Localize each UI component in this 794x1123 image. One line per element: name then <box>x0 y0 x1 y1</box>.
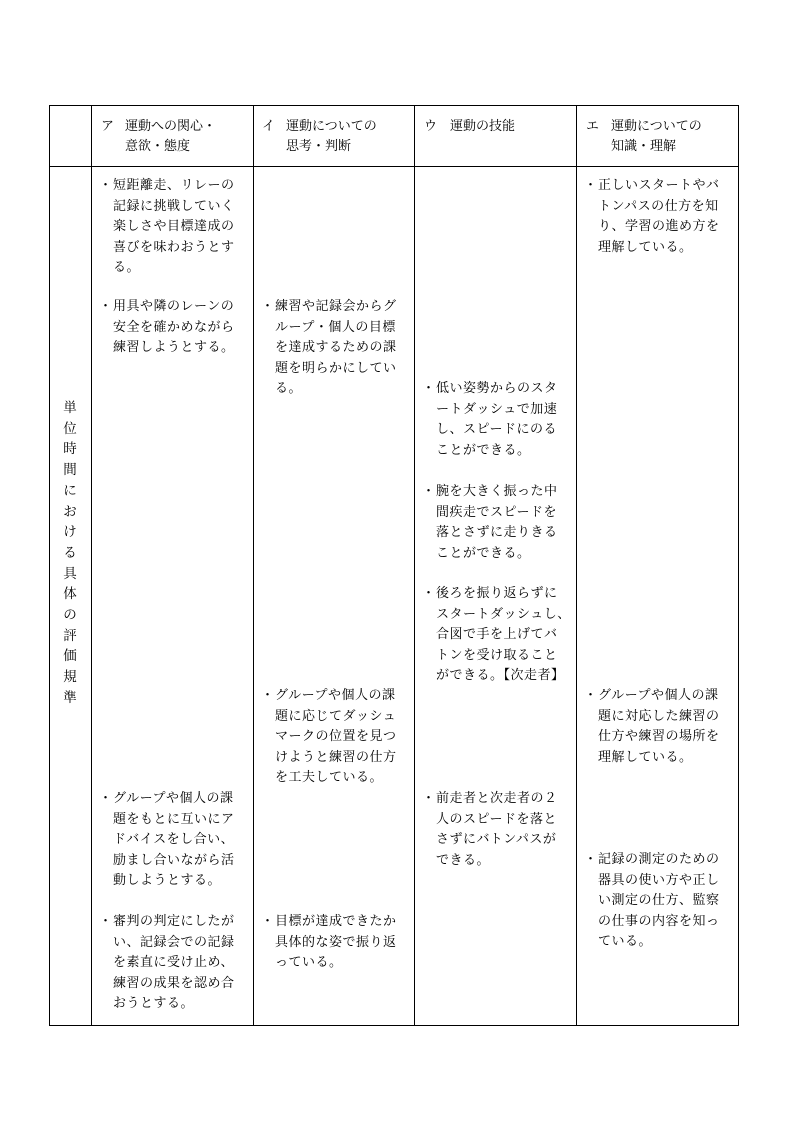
criteria-a-3 <box>99 789 235 892</box>
criteria-text: 低い姿勢からのスタ ートダッシュで加速 し、スピードにのる ことができる。 <box>436 381 558 458</box>
header-e-title: 運動についての 知識・理解 <box>611 119 702 154</box>
criteria-text: 後ろを振り返らずに スタートダッシュし、 合図で手を上げてバ トンを受け取ること ができる。【次走者】 <box>436 586 571 683</box>
header-e-mark: エ <box>586 119 600 134</box>
criteria-u-4 <box>422 789 558 871</box>
criteria-e-1 <box>584 176 720 258</box>
criteria-text: 正しいスタートやバ トンパスの仕方を知 り、学習の進め方を 理解している。 <box>598 178 720 255</box>
criteria-text: 腕を大きく振った中 間疾走でスピードを 落とさずに走りきる ことができる。 <box>436 484 558 561</box>
criteria-u-2 <box>422 482 558 564</box>
bullet-mark: ・ <box>584 852 598 867</box>
column-divider <box>91 105 92 1026</box>
column-divider <box>414 105 415 1026</box>
header-a-mark: ア <box>101 119 115 134</box>
criteria-text: 用具や隣のレーンの 安全を確かめながら 練習しようとする。 <box>113 299 235 355</box>
bullet-mark: ・ <box>584 178 598 193</box>
criteria-e-2 <box>584 686 720 768</box>
row-label: 単位時間における具体の評価規準 <box>63 400 77 706</box>
header-a-title: 運動への関心・ 意欲・態度 <box>125 119 217 154</box>
bullet-mark: ・ <box>99 299 113 314</box>
criteria-i-1 <box>261 297 397 400</box>
table-border-bottom <box>49 1025 739 1026</box>
criteria-a-1 <box>99 176 235 279</box>
bullet-mark: ・ <box>422 484 436 499</box>
criteria-text: 練習や記録会からグ ループ・個人の目標 を達成するための課 題を明らかにしてい る。 <box>275 299 397 396</box>
criteria-text: グループや個人の課 題に対応した練習の 仕方や練習の場所を 理解している。 <box>598 688 720 765</box>
criteria-i-2 <box>261 686 397 789</box>
table-border-top <box>49 105 739 106</box>
criteria-text: 前走者と次走者の２ 人のスピードを落と さずにバトンパスが できる。 <box>436 791 558 868</box>
criteria-u-3 <box>422 584 571 687</box>
column-divider <box>576 105 577 1026</box>
criteria-e-3 <box>584 850 720 953</box>
bullet-mark: ・ <box>422 791 436 806</box>
header-divider <box>49 166 739 167</box>
criteria-text: 審判の判定にしたが い、記録会での記録 を素直に受け止め、 練習の成果を認め合 おうとする。 <box>113 914 235 1011</box>
table-border-right <box>738 105 739 1026</box>
header-i-title: 運動についての 思考・判断 <box>286 119 377 154</box>
bullet-mark: ・ <box>99 178 113 193</box>
bullet-mark: ・ <box>99 791 113 806</box>
bullet-mark: ・ <box>422 381 436 396</box>
bullet-mark: ・ <box>261 299 275 314</box>
criteria-text: 短距離走、リレーの 記録に挑戦していく 楽しさや目標達成の 喜びを味わおうとす る。 <box>113 178 235 275</box>
criteria-i-3 <box>261 912 397 974</box>
header-u-mark: ウ <box>424 119 438 134</box>
criteria-text: 目標が達成できたか 具体的な姿で振り返 っている。 <box>275 914 397 970</box>
table-border-left <box>49 105 50 1026</box>
bullet-mark: ・ <box>99 914 113 929</box>
criteria-u-1 <box>422 379 558 461</box>
header-u-title: 運動の技能 <box>450 119 516 134</box>
column-divider <box>253 105 254 1026</box>
header-i-mark: イ <box>262 119 276 134</box>
criteria-text: 記録の測定のための 器具の使い方や正し い測定の仕方、監察 の仕事の内容を知っ ている。 <box>598 852 720 949</box>
criteria-text: グループや個人の課 題をもとに互いにア ドバイスをし合い、 励まし合いながら活 動しようとする。 <box>113 791 235 888</box>
criteria-a-2 <box>99 297 235 359</box>
bullet-mark: ・ <box>422 586 436 601</box>
bullet-mark: ・ <box>261 688 275 703</box>
criteria-a-4 <box>99 912 235 1015</box>
criteria-text: グループや個人の課 題に応じてダッシュ マークの位置を見つ けようと練習の仕方 を工夫している。 <box>275 688 397 785</box>
bullet-mark: ・ <box>584 688 598 703</box>
bullet-mark: ・ <box>261 914 275 929</box>
